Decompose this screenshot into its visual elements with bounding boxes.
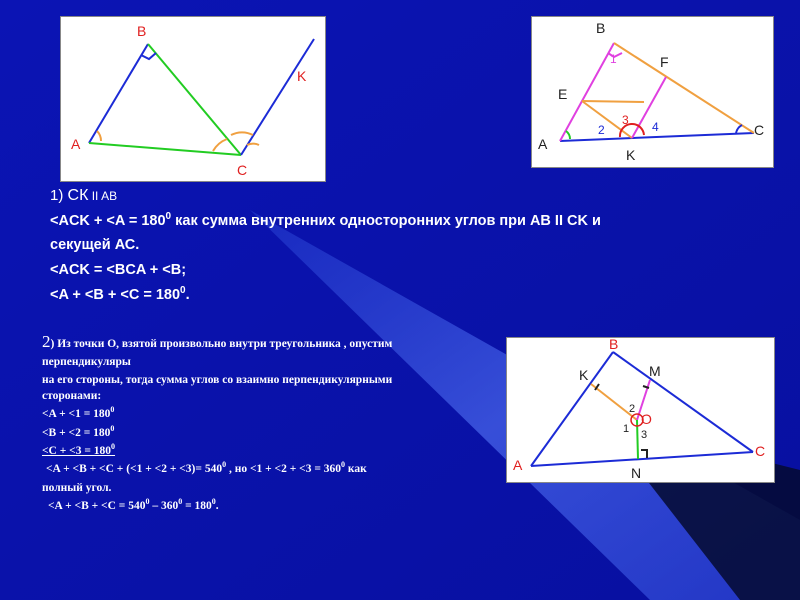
proof1-line4-text: <ACK = <BCA + <B; bbox=[50, 262, 187, 278]
label-b: B bbox=[609, 338, 619, 352]
figure-1-svg bbox=[61, 17, 325, 181]
proof1-line5-start: <A + <B + <C = 180 bbox=[50, 287, 181, 303]
proof1-rest: II AB bbox=[88, 189, 118, 203]
sum-end: как bbox=[345, 463, 367, 475]
proof1-line5-end: . bbox=[185, 287, 190, 303]
proof2-intro-line3 bbox=[42, 374, 392, 386]
angle-a-arc bbox=[566, 131, 570, 139]
degree-sup: 0 bbox=[222, 460, 227, 470]
label-2: 2 bbox=[598, 123, 605, 137]
proof2-full-angle bbox=[42, 482, 111, 494]
label-m: M bbox=[649, 363, 661, 379]
degree-sup: 0 bbox=[178, 497, 183, 507]
segment-ab bbox=[560, 43, 614, 141]
proof1-line5 bbox=[50, 287, 190, 303]
label-b: B bbox=[137, 23, 147, 39]
full-angle-text: полный угол. bbox=[42, 482, 112, 494]
proof2-intro1-text: ) Из точки О, взятой произвольно внутри треугольника , опустим bbox=[50, 338, 393, 350]
proof1-line3-text: секущей АС. bbox=[50, 237, 140, 253]
proof1-line1 bbox=[50, 187, 117, 205]
proof1-prefix: 1) bbox=[50, 187, 68, 204]
degree-sup: 0 bbox=[180, 285, 186, 297]
label-a: A bbox=[71, 136, 81, 152]
label-c: C bbox=[755, 443, 766, 459]
label-k: K bbox=[626, 147, 636, 163]
degree-sup: 0 bbox=[110, 424, 115, 434]
figure-3-svg bbox=[507, 338, 774, 482]
figure-3-perpendiculars bbox=[506, 337, 775, 483]
segment-e-parallel bbox=[582, 101, 644, 102]
angle-c-arc-2 bbox=[231, 132, 253, 135]
figure-1-parallel-construction bbox=[60, 16, 326, 182]
final-start: <A + <B + <C = 540 bbox=[48, 500, 146, 512]
degree-sup: 0 bbox=[341, 460, 346, 470]
sum-mid: , но <1 + <2 + <3 = 360 bbox=[226, 463, 342, 475]
proof1-line2-start: <ACK + <A = 180 bbox=[50, 213, 166, 229]
label-c: C bbox=[237, 162, 248, 178]
segment-ac bbox=[531, 452, 753, 466]
proof1-line2-end: как сумма внутренних односторонних углов при AB II CK и bbox=[171, 213, 601, 229]
figure-2-svg bbox=[532, 17, 773, 167]
proof2-final bbox=[48, 497, 219, 512]
proof1-ck: СК bbox=[67, 187, 89, 204]
label-n: N bbox=[631, 465, 642, 481]
proof2-intro4-text: сторонами: bbox=[42, 390, 102, 402]
proof2-intro-line1 bbox=[42, 332, 392, 352]
degree-sup: 0 bbox=[111, 442, 116, 452]
proof2-sum bbox=[46, 460, 367, 475]
proof2-intro-line2 bbox=[42, 356, 131, 368]
final-mid2: = 180 bbox=[182, 500, 212, 512]
final-mid: – 360 bbox=[149, 500, 179, 512]
proof2-eq3 bbox=[42, 442, 116, 457]
segment-bc bbox=[148, 44, 241, 155]
degree-sup: 0 bbox=[145, 497, 150, 507]
segment-ac bbox=[560, 133, 754, 141]
proof2-intro3-text: на его стороны, тогда сумма углов со взаимно перпендикулярными bbox=[42, 374, 393, 386]
label-e: E bbox=[558, 86, 568, 102]
segment-ab bbox=[531, 352, 613, 466]
segment-bc bbox=[614, 43, 754, 133]
eq1-text: <A + <1 = 180 bbox=[42, 408, 111, 420]
label-o: O bbox=[641, 411, 652, 427]
angle-c-arc-1 bbox=[213, 139, 227, 151]
label-4: 4 bbox=[652, 120, 659, 134]
label-2: 2 bbox=[629, 403, 636, 415]
label-a: A bbox=[513, 457, 523, 473]
figure-2-triangle-parallels bbox=[531, 16, 774, 168]
final-end: . bbox=[215, 500, 219, 512]
segment-ck bbox=[241, 39, 314, 155]
label-3: 3 bbox=[641, 429, 648, 441]
label-f: F bbox=[660, 54, 669, 70]
proof2-intro-line4 bbox=[42, 390, 101, 402]
label-b: B bbox=[596, 20, 606, 36]
angle-c-arc-3 bbox=[247, 144, 259, 145]
label-a: A bbox=[538, 136, 548, 152]
segment-bc bbox=[613, 352, 753, 452]
right-angle-n bbox=[641, 450, 647, 458]
label-1: 1 bbox=[610, 52, 617, 66]
label-3: 3 bbox=[622, 113, 629, 127]
segment-fk bbox=[632, 77, 666, 138]
label-1: 1 bbox=[623, 423, 630, 435]
proof2-eq2 bbox=[42, 424, 115, 439]
angle-c-arc bbox=[736, 125, 742, 133]
label-c: C bbox=[754, 122, 765, 138]
proof1-line3 bbox=[50, 237, 139, 253]
label-k: K bbox=[579, 367, 589, 383]
degree-sup: 0 bbox=[110, 405, 115, 415]
eq2-text: <B + <2 = 180 bbox=[42, 427, 111, 439]
sum-start: <A + <B + <C + (<1 + <2 + <3)= 540 bbox=[46, 463, 223, 475]
eq3-text: <C + <3 = 180 bbox=[42, 445, 112, 457]
degree-sup: 0 bbox=[165, 211, 172, 223]
degree-sup: 0 bbox=[211, 497, 216, 507]
label-k: K bbox=[297, 68, 307, 84]
segment-ab bbox=[89, 44, 148, 143]
proof1-line2 bbox=[50, 213, 601, 229]
proof1-line4 bbox=[50, 262, 186, 278]
proof2-number: 2 bbox=[42, 332, 51, 351]
proof2-eq1 bbox=[42, 405, 115, 420]
proof2-intro2-text: перпендикуляры bbox=[42, 356, 131, 368]
angle-a-arc bbox=[97, 131, 101, 141]
